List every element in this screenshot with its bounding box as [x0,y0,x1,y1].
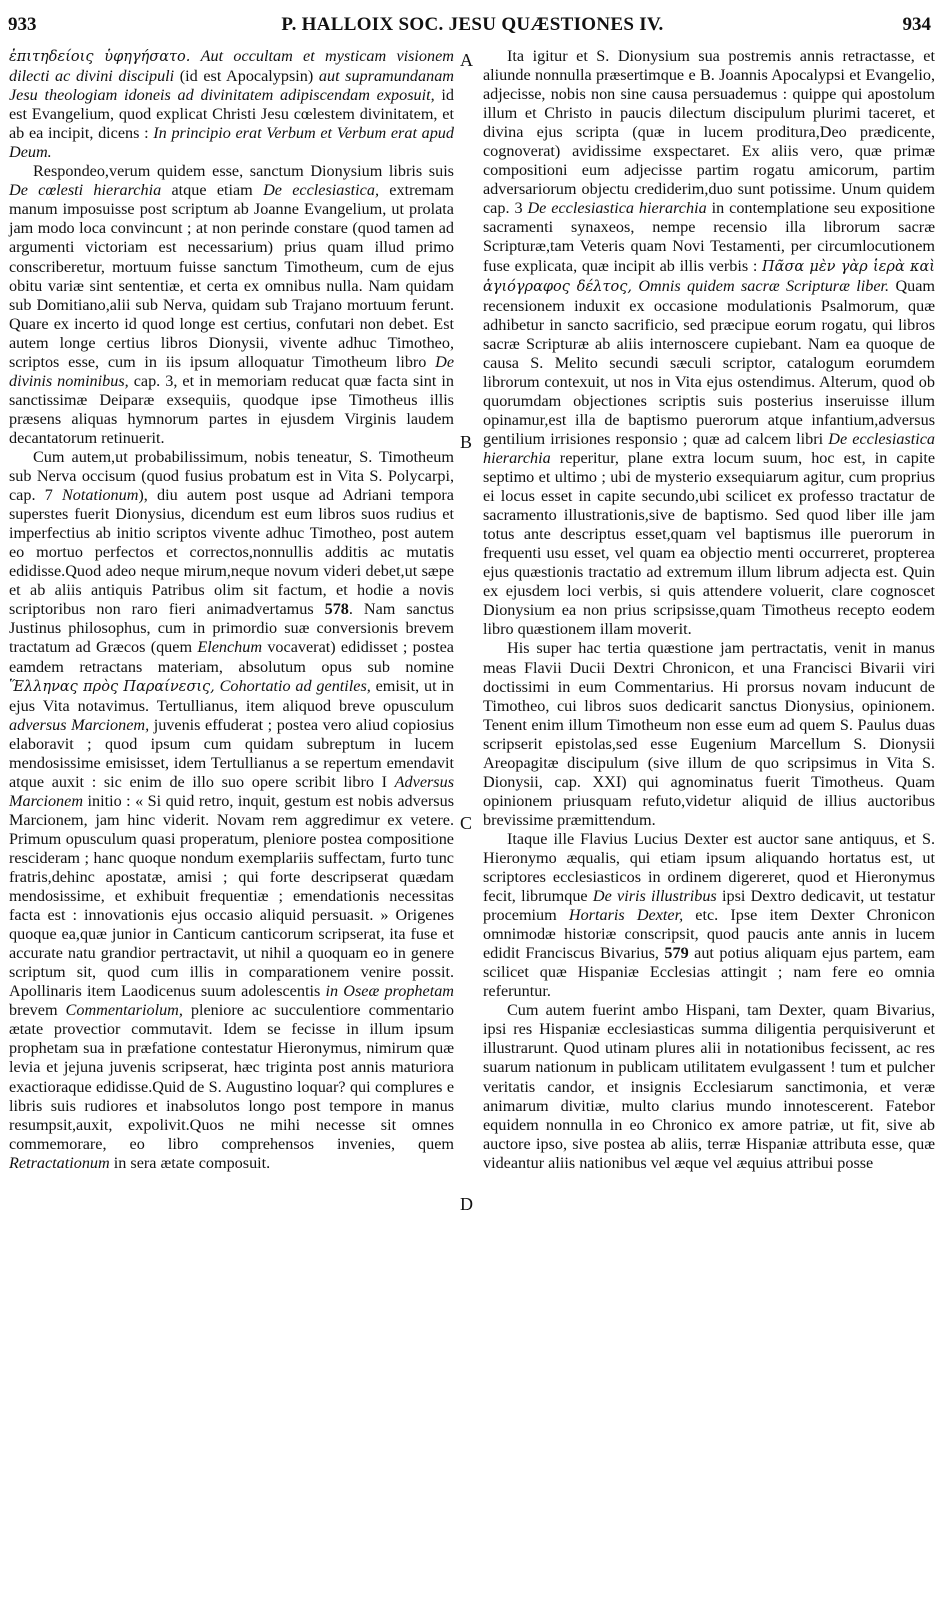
paragraph: His super hac tertia quæstione jam pertractatis, venit in manus meas Flavii Ducii Dextri Chronicon, et una Francisci Bivarii viri doctissimi in eum Commentarius. Hi prorsus novam inducunt de Timotheo, cui libros suos dedicarit sanctus Dionysius, opinionem. Tenent enim illum Timotheum non esse eum ad quem S. Paulus duas scripserit epistolas,sed esse Eugenium Marcellum S. Dionysii Areopagitæ discipulum (sive illum de quo scripsimus in Vita S. Dionysii, cap. XXI) qui agnominatus fuerit Timotheus. Quam opinionem priusquam refuto,videtur aliquid de illius auctoribus brevissime præmittendum. [483,639,935,829]
greek-text: Ἕλληνας πρὸς Παραίνεσις, [9,678,215,695]
paragraph: Itaque ille Flavius Lucius Dexter est auctor sane antiquus, et S. Hieronymo æqualis, qui etiam ipsum aliquando hortatus est, ut scriptores ecclesiasticos in ordinem digereret, quod et Hieronymus fecit, librumque De viris illustribus ipsi Dextro dedicavit, ut testatur procemium Hortaris Dexter, etc. Ipse item Dexter Chronicon omnimodæ historiæ conscripsit, quod paucis ante annis in lucem edidit Franciscus Bivarius, 579 aut potius aliquam ejus partem, eam scilicet quæ Hispaniæ Ecclesias attingit ; nam fere eo omnia referuntur. [483,829,936,1001]
left-column [9,47,454,1173]
greek-text: Πᾶσα μὲν γὰρ ἱερὰ καὶ ἁγιόγραφος δέλτος, [483,258,935,295]
paragraph: Cum autem,ut probabilissimum, nobis teneatur, S. Timotheum sub Nerva occisum (quod fusius probatum est in Vita S. Polycarpi, cap. 7 Notationum), diu autem post usque ad Adriani tempora superstes fuerit Dionysius, dicendum est eum libros suos rudius et imperfectius ab initio scriptos vivente adhuc Timotheo, post autem eo mortuo perfectos et correctos,nonnullis additis ac mutatis edidisse.Quod adeo neque mirum,neque novum videri debet,ut sæpe et ab aliis antiquis Patribus olim sit factum, et hodie a novis scriptoribus non raro fieri animadvertamus 578. Nam sanctus Justinus philosophus, cum in primordio suæ conversionis brevem tractatum ad Græcos (quem Elenchum vocaverat) edidisset ; postea eamdem retractans materiam, absolutum opus sub nomine Ἕλληνας πρὸς Παραίνεσις, Cohortatio ad gentiles, emisit, ut in ejus Vita notavimus. Tertullianus, item aliquod breve opusculum adversus Marcionem, juvenis effuderat ; postea vero aliud copiosius elaboravit ; quod ipsum cum quidam subreptum in lucem mendosissime emisisset, idem Tertullianus a se repertum emendavit atque auxit : sic enim de illo suo opere scribit libro I Adversus Marcionem initio : « Si quid retro, inquit, gestum est nobis adversus Marcionem, jam hinc viderit. Novam rem aggredimur ex vetere. Primum opusculum quasi properatum, pleniore postea compositione rescideram ; hanc quoque nondum exemplariis suffectam, furto tunc fratris,dehinc apostatæ, amisi ; qui forte descripserat quædam mendosissime, et exhibuit frequentiæ ; emendationis necessitas facta est : innovationis ejus occasio aliquid persuasit. » Origenes quoque ea,quæ junior in Canticum canticorum scripserat, ita fuse et accurate natu grandior pertractavit, ut nihil a quoquam eo in genere scriptum sit, quod cum illis in comparationem venire possit. Apollinaris item Laodicenus suum adolescentis in Oseæ prophetam brevem Commentariolum, pleniore ac succulentiore commentario ætate provectior commutavit. Idem se fecisse in illum ipsum prophetam sua in præfatione contestatur Hieronymus, nimirum quæ levia et jejuna juvenis scripserat, hæc triginta post annis maturiora exactioraque edidisse.Quid de S. Augustino loquar? qui complures e libris suis rudiores et inabsolutos longo post tempore in manus resumpsit,auxit, expolivit.Quos ne mihi necesse sit omnes commemorare, eo libro comprehensos invenies, quem Retractationum in sera ætate composuit. [9,447,454,1172]
paragraph: Ita igitur et S. Dionysium sua postremis annis retractasse, et aliunde nonnulla præsertimque e B. Joannis Apocalypsi et Evangelio, adjecisse, nobis non sine causa persuademus : quippe qui apostolum illum et Christo in paucis dilectum discipulum plurimi taceret, et divina ejus scripta (quæ in lucem proditura,Deo prædicente, cognoverat) avidissime exspectaret. Ex aliis vero, quæ primæ compositioni eum adjecisse partim rogatu amicorum, partim adversariorum objectu crediderim,duo sunt potissime. Unum quidem cap. 3 De ecclesiastica hierarchia in contemplatione seu expositione sacramenti synaxeos, nempe recensio illa librorum sacræ Scripturæ,tam Veteris quam Novi Testamenti, per circumlocutionem fuse explicata, quæ incipit ab illis verbis : Πᾶσα μὲν γὰρ ἱερὰ καὶ ἁγιόγραφος δέλτος, Omnis quidem sacræ Scripturæ liber. Quam recensionem induxit ex occasione modulationis Psalmorum, quæ adhibetur in sancto sacrificio, sed præcipue eorum rogatu, qui libros sacræ Scripturæ ab aliis internoscere cupiebant. Nam ea quoque de causa S. Melito secundi sæculi scriptor, catalogum eorumdem librorum contexuit, ut nos in Vita ejus ostendimus. Alterum, quod ob quorumdam objectiones scriptis suis posterius inseruisse illum opinamur,est illa de baptismo puerorum atque infantium,adversus gentilium irrisiones responsio ; quæ ad calcem libri De ecclesiastica hierarchia reperitur, plane extra locum suum, hoc est, in capite septimo et ultimo ; ubi de mysterio exsequiarum agitur, cum proprius ei locus esset in capite secundo,ubi scilicet ex professo tractatur de sacramento illustrationis,sive de baptismo. Sed quod liber ille jam totus ante descriptus esset,quam vel baptismus ille puerorum in frequenti usu esset, vel quam ea objectio menti occurreret, propterea ejus quæstionis tractatio ad extremum illum librum adjecta est. Quin ex ejusdem loci verbis, si quis attendere voluerit, clare cognoscet Dionysium ea non prius scripsisse,quam Timotheus recepto eodem libro quæstionem illam moverit. [483,47,936,639]
page-number-right: 934 [902,14,931,35]
running-title: P. HALLOIX SOC. JESU QUÆSTIONES IV. [281,14,664,35]
column-number: 578 [324,600,349,619]
paragraph: ἐπιτηδείοις ὑφηγήσατο. Aut occultam et mysticam visionem dilecti ac divini discipuli (id est Apocalypsin) aut supramundanam Jesu theologiam idoneis ad divinitatem adipiscendam exposuit, id est Evangelium, quod explicat Christi Jesu cœlestem divinitatem, et ab ea incipit, dicens : In principio erat Verbum et Verbum erat apud Deum. [9,47,454,162]
margin-marker-d: D [460,1194,473,1214]
page-header [0,14,945,44]
paragraph: Respondeo,verum quidem esse, sanctum Dionysium libris suis De cœlesti hierarchia atque etiam De ecclesiastica, extremam manum imposuisse post scriptum ab Joanne Evangelium, ut prolata jam modo loca convincunt ; at non perinde constare (quod tamen ad argumenti victoriam est necessarium) prius quam illud primo conscriberetur, mortuum fuisse sanctum Timotheum, cum de ejus obitu variæ sint sententiæ, et certa ex omnibus nulla. Nam quidam sub Domitiano,alii sub Nerva, quidam sub Trajano mortuum ferunt. Quare ex incerto id quod longe est certius, confutari non debet. Est autem longe certius libros Dionysii, vivente adhuc Timotheo, scriptos esse, cum in iis ipsum alloquatur Timotheum libro De divinis nominibus, cap. 3, et in memoriam reducat quæ facta sint in sanctissimæ Deiparæ exsequiis, quodque ipse Timotheus illis præsens aliquas hymnorum partes in ejusdem Virginis laudem decantatorum retinuerit. [9,162,455,447]
margin-marker-a: A [460,50,473,70]
greek-text: ἐπιτηδείοις ὑφηγήσατο. [9,49,191,65]
column-number: 579 [664,944,689,963]
margin-marker-c: C [460,813,473,833]
paragraph: Cum autem fuerint ambo Hispani, tam Dexter, quam Bivarius, ipsi res Hispaniæ ecclesiasticas summa diligentia perquisiverunt et illustrarunt. Quod utinam plures alii in notationibus fecissent, ac res suarum nationum in publicam utilitatem evulgassent ! tum et pulcher veritatis candor, et insignis Ecclesiarum sanctimonia, et veræ animarum divitiæ, multo clarius mundo innotescerent. Fatebor equidem nonnulla in eo Chronico ex amore patriæ, ut fit, sive ab auctore ipso, sive postea ab aliis, terræ Hispaniæ attributa esse, quæ videantur aliis nationibus vel æque vel æquius attribui posse [483,1001,935,1172]
right-column [483,47,935,1173]
page-number-left: 933 [8,14,37,35]
margin-marker-b: B [460,432,473,452]
